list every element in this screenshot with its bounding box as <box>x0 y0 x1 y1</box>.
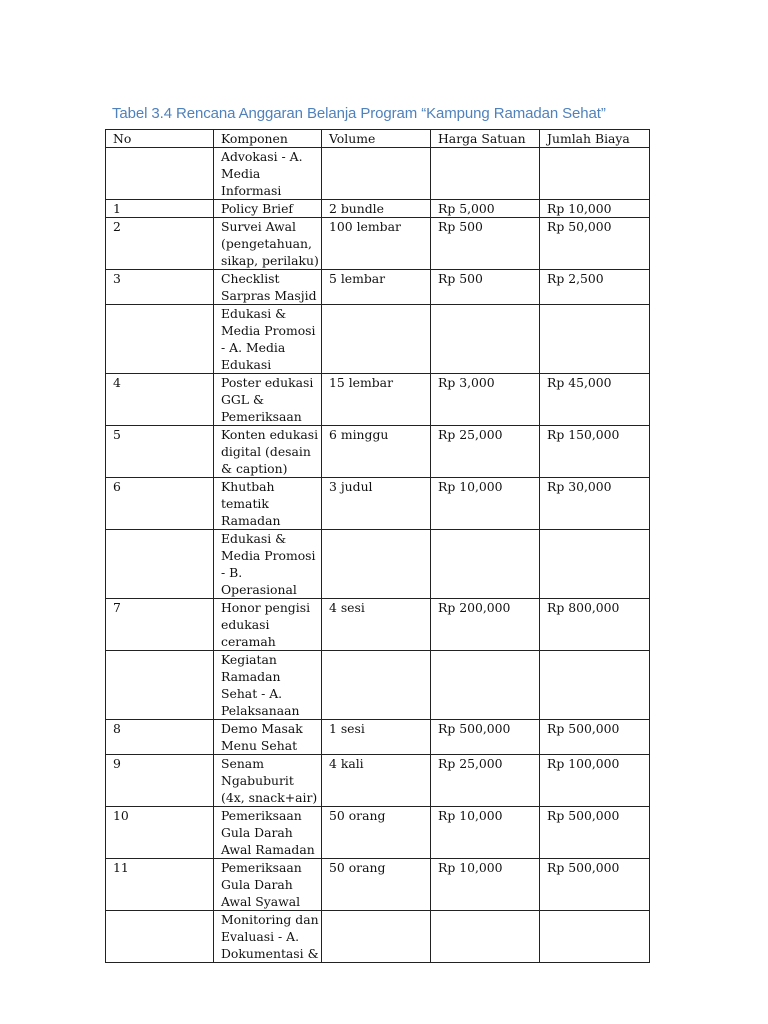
cell-jumlah: Rp 500,000 <box>540 859 650 911</box>
table-row <box>106 148 650 200</box>
cell-harga <box>431 305 540 374</box>
table-header-row <box>106 130 650 148</box>
cell-no <box>106 530 214 599</box>
cell-jumlah: Rp 100,000 <box>540 755 650 807</box>
cell-no: 4 <box>106 374 214 426</box>
cell-harga: Rp 10,000 <box>431 807 540 859</box>
cell-volume <box>322 148 431 200</box>
cell-harga: Rp 200,000 <box>431 599 540 651</box>
cell-jumlah: Rp 50,000 <box>540 218 650 270</box>
cell-komponen: Edukasi & Media Promosi - A. Media Edukasi <box>214 305 322 374</box>
table-row <box>106 374 650 426</box>
cell-no <box>106 305 214 374</box>
cell-volume: 100 lembar <box>322 218 431 270</box>
table-row <box>106 651 650 720</box>
table-row <box>106 720 650 755</box>
table-row <box>106 426 650 478</box>
table-row <box>106 530 650 599</box>
cell-jumlah <box>540 148 650 200</box>
table-row <box>106 911 650 963</box>
cell-volume <box>322 911 431 963</box>
cell-harga: Rp 5,000 <box>431 200 540 218</box>
cell-komponen: Advokasi - A. Media Informasi <box>214 148 322 200</box>
cell-volume: 5 lembar <box>322 270 431 305</box>
cell-jumlah: Rp 150,000 <box>540 426 650 478</box>
table-row <box>106 599 650 651</box>
cell-volume: 50 orang <box>322 859 431 911</box>
cell-volume <box>322 530 431 599</box>
cell-jumlah: Rp 500,000 <box>540 720 650 755</box>
cell-volume: 4 kali <box>322 755 431 807</box>
cell-no <box>106 651 214 720</box>
cell-harga: Rp 500,000 <box>431 720 540 755</box>
cell-jumlah: Rp 45,000 <box>540 374 650 426</box>
cell-volume: 50 orang <box>322 807 431 859</box>
cell-harga: Rp 500 <box>431 218 540 270</box>
cell-komponen: Senam Ngabuburit (4x, snack+air) <box>214 755 322 807</box>
cell-volume: 3 judul <box>322 478 431 530</box>
cell-jumlah <box>540 651 650 720</box>
cell-harga <box>431 911 540 963</box>
table-caption: Tabel 3.4 Rencana Anggaran Belanja Program “Kampung Ramadan Sehat” <box>112 105 606 122</box>
cell-harga <box>431 651 540 720</box>
table-row <box>106 859 650 911</box>
cell-komponen: Poster edukasi GGL & Pemeriksaan <box>214 374 322 426</box>
cell-komponen: Pemeriksaan Gula Darah Awal Ramadan <box>214 807 322 859</box>
cell-no: 5 <box>106 426 214 478</box>
cell-no: 6 <box>106 478 214 530</box>
cell-no: 11 <box>106 859 214 911</box>
cell-no: 2 <box>106 218 214 270</box>
header-harga-satuan: Harga Satuan <box>431 130 540 148</box>
table-row <box>106 270 650 305</box>
cell-volume: 1 sesi <box>322 720 431 755</box>
cell-volume <box>322 305 431 374</box>
cell-jumlah: Rp 10,000 <box>540 200 650 218</box>
cell-komponen: Honor pengisi edukasi ceramah <box>214 599 322 651</box>
cell-harga <box>431 530 540 599</box>
table-row <box>106 305 650 374</box>
cell-komponen: Survei Awal (pengetahuan, sikap, perilaku) <box>214 218 322 270</box>
table-row <box>106 807 650 859</box>
cell-jumlah <box>540 305 650 374</box>
cell-no <box>106 148 214 200</box>
cell-jumlah: Rp 800,000 <box>540 599 650 651</box>
cell-harga: Rp 10,000 <box>431 478 540 530</box>
cell-volume <box>322 651 431 720</box>
header-komponen: Komponen <box>214 130 322 148</box>
cell-harga: Rp 3,000 <box>431 374 540 426</box>
cell-harga: Rp 25,000 <box>431 755 540 807</box>
cell-komponen: Demo Masak Menu Sehat <box>214 720 322 755</box>
cell-no: 3 <box>106 270 214 305</box>
budget-table <box>105 129 650 963</box>
table-body <box>106 148 650 963</box>
cell-no: 7 <box>106 599 214 651</box>
cell-harga: Rp 25,000 <box>431 426 540 478</box>
cell-volume: 4 sesi <box>322 599 431 651</box>
cell-komponen: Pemeriksaan Gula Darah Awal Syawal <box>214 859 322 911</box>
cell-volume: 6 minggu <box>322 426 431 478</box>
cell-jumlah: Rp 2,500 <box>540 270 650 305</box>
cell-komponen: Edukasi & Media Promosi - B. Operasional <box>214 530 322 599</box>
cell-komponen: Monitoring dan Evaluasi - A. Dokumentasi & <box>214 911 322 963</box>
cell-komponen: Kegiatan Ramadan Sehat - A. Pelaksanaan <box>214 651 322 720</box>
cell-no: 8 <box>106 720 214 755</box>
header-volume: Volume <box>322 130 431 148</box>
table-row <box>106 478 650 530</box>
cell-jumlah: Rp 500,000 <box>540 807 650 859</box>
table-row <box>106 200 650 218</box>
cell-volume: 15 lembar <box>322 374 431 426</box>
cell-no: 10 <box>106 807 214 859</box>
cell-no: 9 <box>106 755 214 807</box>
cell-jumlah <box>540 911 650 963</box>
header-jumlah-biaya: Jumlah Biaya <box>540 130 650 148</box>
cell-jumlah <box>540 530 650 599</box>
cell-jumlah: Rp 30,000 <box>540 478 650 530</box>
cell-no <box>106 911 214 963</box>
cell-volume: 2 bundle <box>322 200 431 218</box>
cell-komponen: Konten edukasi digital (desain & caption) <box>214 426 322 478</box>
header-no: No <box>106 130 214 148</box>
cell-harga: Rp 10,000 <box>431 859 540 911</box>
cell-komponen: Khutbah tematik Ramadan <box>214 478 322 530</box>
cell-no: 1 <box>106 200 214 218</box>
cell-komponen: Checklist Sarpras Masjid <box>214 270 322 305</box>
cell-harga: Rp 500 <box>431 270 540 305</box>
cell-harga <box>431 148 540 200</box>
table-row <box>106 218 650 270</box>
cell-komponen: Policy Brief <box>214 200 322 218</box>
table-row <box>106 755 650 807</box>
